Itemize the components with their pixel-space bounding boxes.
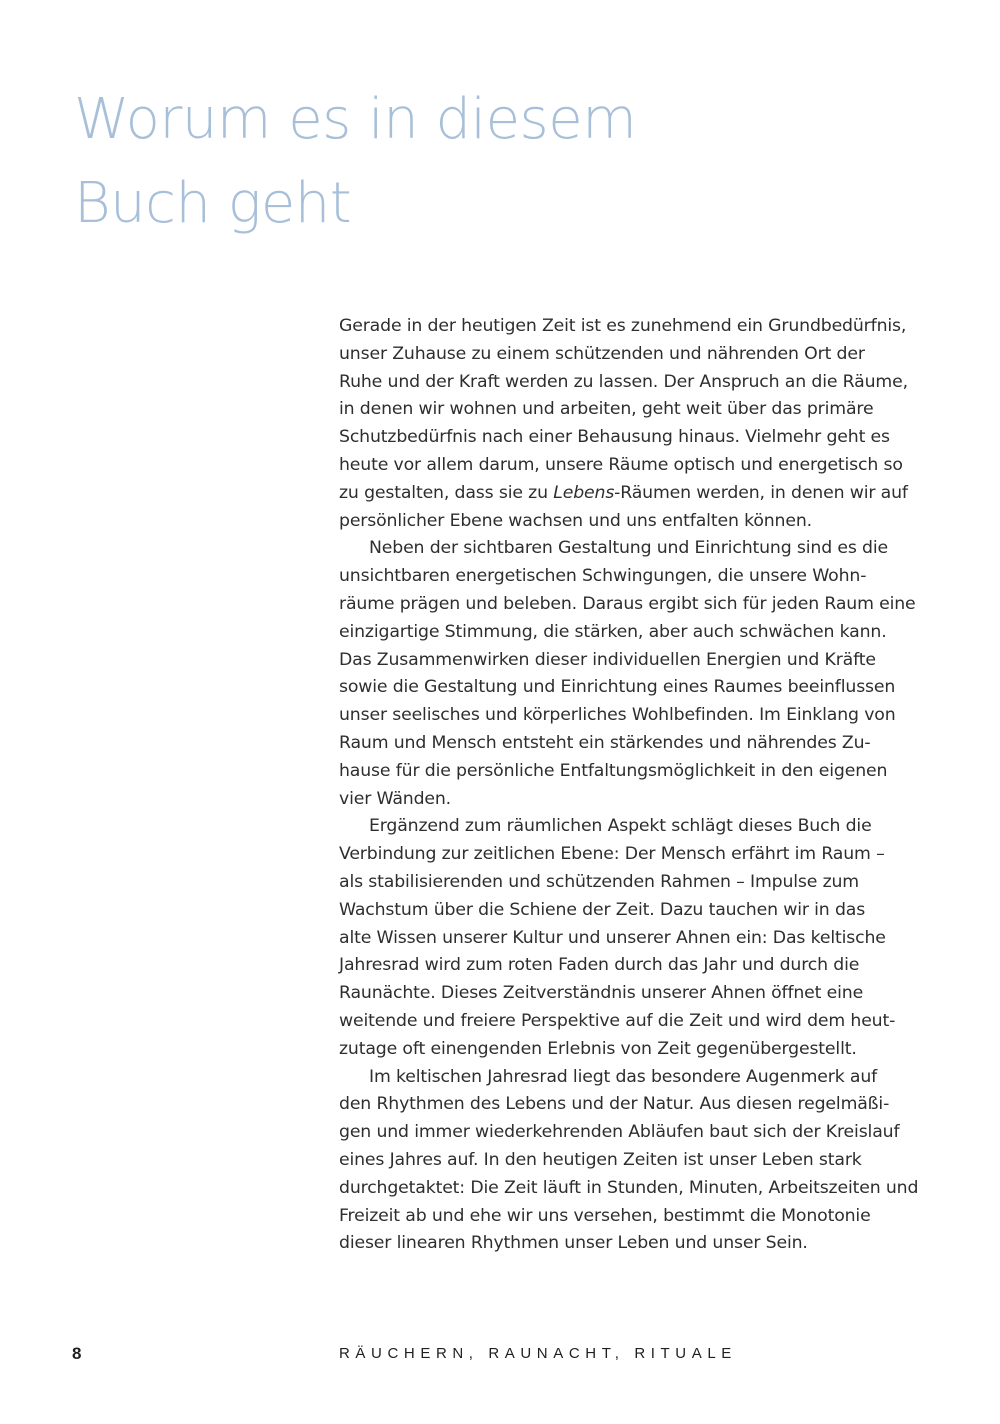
text-line: Das Zusammenwirken dieser individuellen Energien und Kräfte [339, 649, 876, 670]
text-line: gen und immer wiederkehrenden Abläufen baut sich der Kreislauf [339, 1122, 900, 1143]
text-line: hause für die persönliche Entfaltungsmöglichkeit in den eigenen [339, 760, 888, 781]
text-line: Neben der sichtbaren Gestaltung und Einrichtung sind es die [369, 538, 888, 559]
text-line: zutage oft einengenden Erlebnis von Zeit gegenübergestellt. [339, 1038, 857, 1059]
text-line: einzigartige Stimmung, die stärken, aber auch schwächen kann. [339, 621, 887, 642]
text-line: Im keltischen Jahresrad liegt das besondere Augenmerk auf [369, 1066, 878, 1087]
text-line: Raum und Mensch entsteht ein stärkendes und nährendes Zu- [339, 732, 871, 753]
text-line: den Rhythmen des Lebens und der Natur. Aus diesen regelmäßi- [339, 1094, 890, 1115]
text-line: vier Wänden. [339, 788, 452, 809]
chapter-title-line-2: Buch geht [74, 171, 352, 236]
text-line: unser Zuhause zu einem schützenden und nährenden Ort der [339, 343, 865, 364]
text-run: zu gestalten, dass sie zu [339, 482, 554, 503]
text-line: Freizeit ab und ehe wir uns versehen, bestimmt die Monotonie [339, 1205, 871, 1226]
text-line: heute vor allem darum, unsere Räume optisch und energetisch so [339, 454, 903, 475]
text-line: Jahresrad wird zum roten Faden durch das Jahr und durch die [339, 955, 860, 976]
text-line: Verbindung zur zeitlichen Ebene: Der Mensch erfährt im Raum – [339, 844, 885, 865]
text-line: Ruhe und der Kraft werden zu lassen. Der Anspruch an die Räume, [339, 371, 908, 392]
text-line: in denen wir wohnen und arbeiten, geht weit über das primäre [339, 399, 874, 420]
running-title: RÄUCHERN, RAUNACHT, RITUALE [339, 1345, 737, 1362]
text-line: Raunächte. Dieses Zeitverständnis unserer Ahnen öffnet eine [339, 983, 864, 1004]
text-line: räume prägen und beleben. Daraus ergibt sich für jeden Raum eine [339, 593, 916, 614]
text-line: durchgetaktet: Die Zeit läuft in Stunden, Minuten, Arbeitszeiten und [339, 1177, 919, 1198]
text-line: weitende und freiere Perspektive auf die Zeit und wird dem heut- [339, 1010, 896, 1031]
text-line: Schutzbedürfnis nach einer Behausung hinaus. Vielmehr geht es [339, 427, 890, 448]
chapter-title-line-1: Worum es in diesem [74, 87, 637, 152]
emphasized-word: Lebens [553, 482, 615, 503]
text-line: unsichtbaren energetischen Schwingungen, die unsere Wohn- [339, 566, 867, 587]
text-line [339, 480, 908, 508]
body-text [339, 313, 919, 1258]
text-line: Gerade in der heutigen Zeit ist es zunehmend ein Grundbedürfnis, [339, 316, 907, 336]
text-line: persönlicher Ebene wachsen und uns entfalten können. [339, 510, 812, 531]
text-line: alte Wissen unserer Kultur und unserer Ahnen ein: Das keltische [339, 927, 886, 948]
text-line: unser seelisches und körperliches Wohlbefinden. Im Einklang von [339, 705, 896, 726]
page-number: 8 [72, 1344, 82, 1363]
text-line: Ergänzend zum räumlichen Aspekt schlägt dieses Buch die [369, 816, 872, 837]
text-line: eines Jahres auf. In den heutigen Zeiten ist unser Leben stark [339, 1149, 862, 1170]
text-line: als stabilisierenden und schützenden Rahmen – Impulse zum [339, 871, 859, 892]
text-line: dieser linearen Rhythmen unser Leben und unser Sein. [339, 1233, 808, 1254]
text-line: sowie die Gestaltung und Einrichtung eines Raumes beeinflussen [339, 677, 896, 698]
chapter-title [74, 78, 636, 246]
text-run: -Räumen werden, in denen wir auf [614, 482, 908, 503]
text-line: Wachstum über die Schiene der Zeit. Dazu tauchen wir in das [339, 899, 866, 920]
